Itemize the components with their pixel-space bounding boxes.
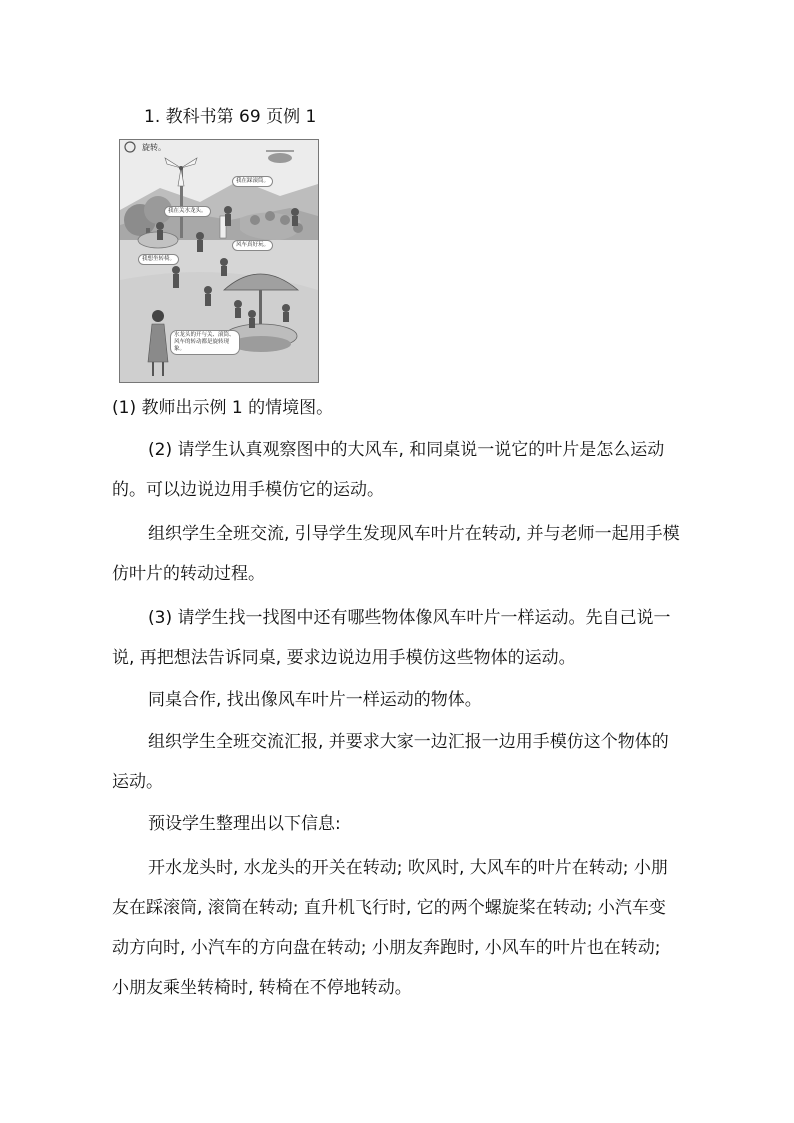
- paragraph-step2: (2) 请学生认真观察图中的大风车, 和同桌说一说它的叶片是怎么运动的。可以边说边用手模仿它的运动。: [112, 440, 665, 500]
- paragraph-info: 开水龙头时, 水龙头的开关在转动; 吹风时, 大风车的叶片在转动; 小朋友在踩滚筒, 滚筒在转动; 直升机飞行时, 它的两个螺旋桨在转动; 小汽车变动方向时, 小汽车的方向盘在转动; 小朋友奔跑时, 小风车的叶片也在转动; 小朋友乘坐转椅时, 转椅在不停地转动。: [112, 858, 668, 998]
- paragraph-preset: 预设学生整理出以下信息:: [148, 814, 341, 834]
- paragraph-pair-work: 同桌合作, 找出像风车叶片一样运动的物体。: [148, 690, 482, 710]
- textbook-illustration: [119, 139, 319, 383]
- speech-bubble-drum: 我在踩滚筒。: [232, 176, 273, 187]
- figure-title: 旋转。: [142, 143, 166, 152]
- paragraph-step1: (1) 教师出示例 1 的情境图。: [112, 398, 334, 418]
- paragraph-step3: (3) 请学生找一找图中还有哪些物体像风车叶片一样运动。先自己说一说, 再把想法告诉同桌, 要求边说边用手模仿这些物体的运动。: [112, 608, 671, 668]
- speech-bubble-run: 我想坐转椅。: [138, 254, 179, 265]
- speech-bubble-teacher: 水龙头的开与关、滚筒、风车的转动都是旋转现象。: [170, 330, 240, 355]
- paragraph-report: 组织学生全班交流汇报, 并要求大家一边汇报一边用手模仿这个物体的运动。: [112, 732, 669, 792]
- speech-bubble-tap: 我在关水龙头。: [164, 206, 211, 217]
- speech-bubble-windmill: 风车真好玩。: [232, 240, 273, 251]
- section-heading: 1. 教科书第 69 页例 1: [144, 107, 317, 127]
- paragraph-discussion: 组织学生全班交流, 引导学生发现风车叶片在转动, 并与老师一起用手模仿叶片的转动过程。: [112, 524, 680, 584]
